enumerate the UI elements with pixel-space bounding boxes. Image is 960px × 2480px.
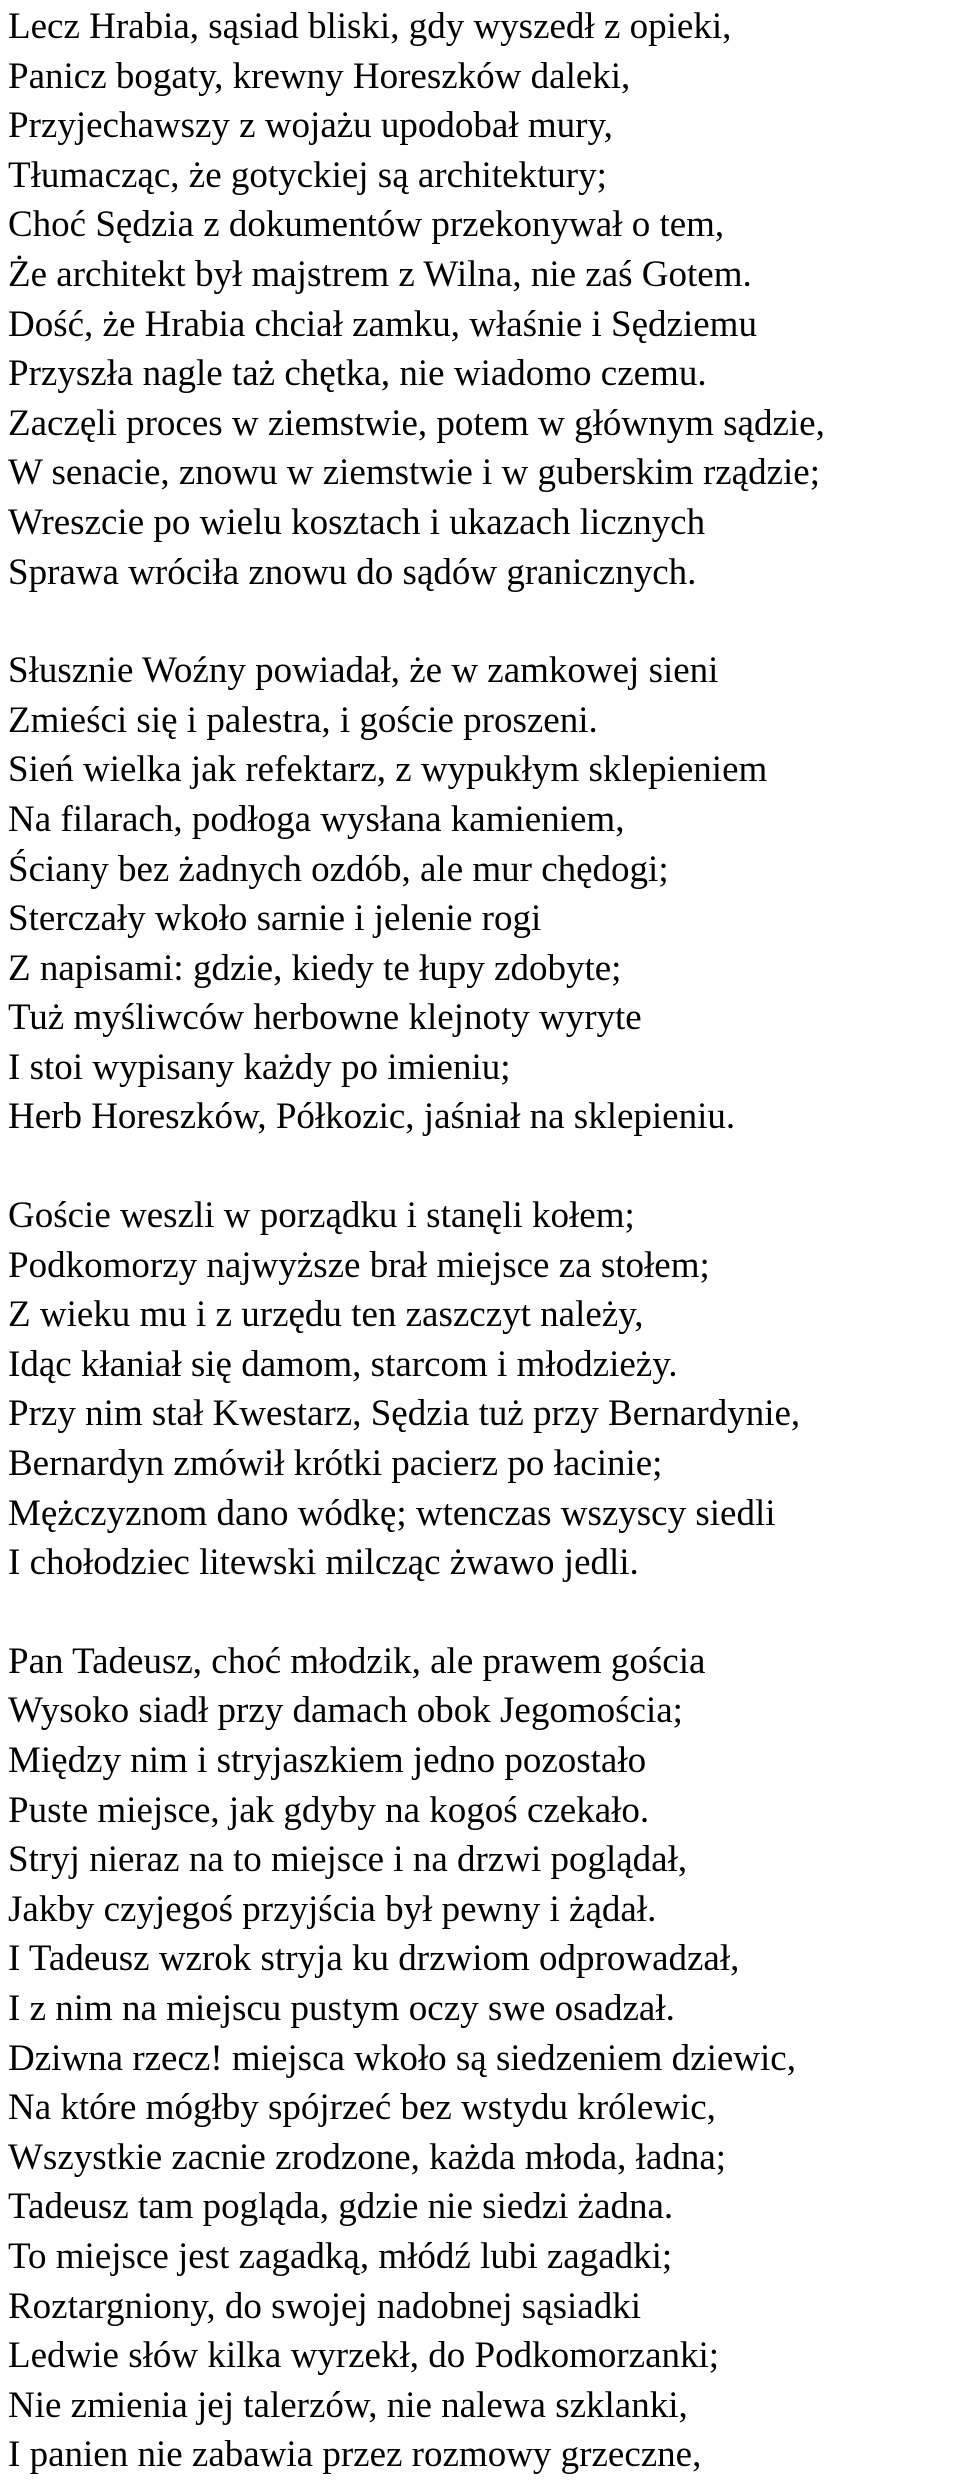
- poem-line: Herb Horeszków, Półkozic, jaśniał na sklepieniu.: [8, 1096, 736, 1138]
- poem-line: Mężczyznom dano wódkę; wtenczas wszyscy siedli: [8, 1492, 776, 1534]
- poem-line: Na filarach, podłoga wysłana kamieniem,: [8, 798, 625, 840]
- poem-line: W senacie, znowu w ziemstwie i w guberskim rządzie;: [8, 452, 821, 494]
- poem-line: I panien nie zabawia przez rozmowy grzeczne,: [8, 2434, 702, 2476]
- poem-line: Zmieści się i palestra, i goście proszeni.: [8, 699, 598, 741]
- poem-line: Wysoko siadł przy damach obok Jegomościa;: [8, 1690, 683, 1732]
- stanza: [8, 1191, 948, 1588]
- poem-line: Między nim i stryjaszkiem jedno pozostało: [8, 1740, 647, 1781]
- poem-line: Puste miejsce, jak gdyby na kogoś czekało.: [8, 1789, 650, 1831]
- poem-line: Zaczęli proces w ziemstwie, potem w głównym sądzie,: [8, 402, 825, 444]
- poem-page: [8, 0, 948, 2480]
- poem-line: Przyszła nagle taż chętka, nie wiadomo czemu.: [8, 353, 707, 395]
- poem-line: I chołodziec litewski milcząc żwawo jedli.: [8, 1542, 639, 1584]
- stanza: [8, 2, 948, 597]
- poem-line: Lecz Hrabia, sąsiad bliski, gdy wyszedł z opieki,: [8, 6, 732, 47]
- poem-line: Sień wielka jak refektarz, z wypukłym sklepieniem: [8, 749, 768, 791]
- poem-line: I Tadeusz wzrok stryja ku drzwiom odprowadzał,: [8, 1938, 740, 1980]
- poem-line: Goście weszli w porządku i stanęli kołem;: [8, 1195, 635, 1237]
- poem-line: Idąc kłaniał się damom, starcom i młodzieży.: [8, 1343, 678, 1385]
- poem-line: Dość, że Hrabia chciał zamku, właśnie i Sędziemu: [8, 303, 757, 345]
- poem-line: Wreszcie po wielu kosztach i ukazach licznych: [8, 501, 706, 543]
- poem-line: Tuż myśliwców herbowne klejnoty wyryte: [8, 997, 642, 1039]
- poem-line: Dziwna rzecz! miejsca wkoło są siedzeniem dziewic,: [8, 2037, 796, 2079]
- poem-line: Stryj nieraz na to miejsce i na drzwi poglądał,: [8, 1839, 688, 1881]
- poem-line: Choć Sędzia z dokumentów przekonywał o tem,: [8, 204, 725, 246]
- poem-line: Sterczały wkoło sarnie i jelenie rogi: [8, 898, 542, 940]
- poem-line: Że architekt był majstrem z Wilna, nie zaś Gotem.: [8, 253, 752, 295]
- poem-line: Ściany bez żadnych ozdób, ale mur chędogi;: [8, 848, 669, 890]
- stanza: [8, 646, 948, 1142]
- poem-line: Tadeusz tam pogląda, gdzie nie siedzi żadna.: [8, 2186, 674, 2228]
- poem-line: Ledwie słów kilka wyrzekł, do Podkomorzanki;: [8, 2335, 720, 2377]
- poem-line: Z wieku mu i z urzędu ten zaszczyt należy,: [8, 1294, 644, 1336]
- poem-line: To miejsce jest zagadką, młódź lubi zagadki;: [8, 2235, 673, 2277]
- poem-line: Na które mógłby spójrzeć bez wstydu królewic,: [8, 2087, 716, 2129]
- poem-line: Przy nim stał Kwestarz, Sędzia tuż przy Bernardynie,: [8, 1393, 801, 1435]
- poem-line: Wszystkie zacnie zrodzone, każda młoda, ładna;: [8, 2136, 727, 2178]
- poem-line: Pan Tadeusz, choć młodzik, ale prawem gościa: [8, 1640, 706, 1682]
- poem-line: I stoi wypisany każdy po imieniu;: [8, 1046, 511, 1088]
- stanza: [8, 1637, 948, 2480]
- poem-line: Słusznie Woźny powiadał, że w zamkowej sieni: [8, 650, 719, 692]
- poem-line: Jakby czyjegoś przyjścia był pewny i żądał.: [8, 1888, 657, 1930]
- poem-line: Z napisami: gdzie, kiedy te łupy zdobyte;: [8, 947, 622, 989]
- poem-line: Bernardyn zmówił krótki pacierz po łacinie;: [8, 1443, 663, 1485]
- poem-line: Roztargniony, do swojej nadobnej sąsiadki: [8, 2285, 642, 2327]
- poem-line: Tłumacząc, że gotyckiej są architektury;: [8, 154, 607, 196]
- poem-line: Panicz bogaty, krewny Horeszków daleki,: [8, 55, 631, 97]
- poem-line: I z nim na miejscu pustym oczy swe osadzał.: [8, 1987, 675, 2029]
- poem-line: Nie zmienia jej talerzów, nie nalewa szklanki,: [8, 2384, 688, 2426]
- poem-line: Sprawa wróciła znowu do sądów granicznych.: [8, 551, 697, 593]
- poem-line: Podkomorzy najwyższe brał miejsce za stołem;: [8, 1244, 710, 1286]
- poem-line: Przyjechawszy z wojażu upodobał mury,: [8, 105, 613, 147]
